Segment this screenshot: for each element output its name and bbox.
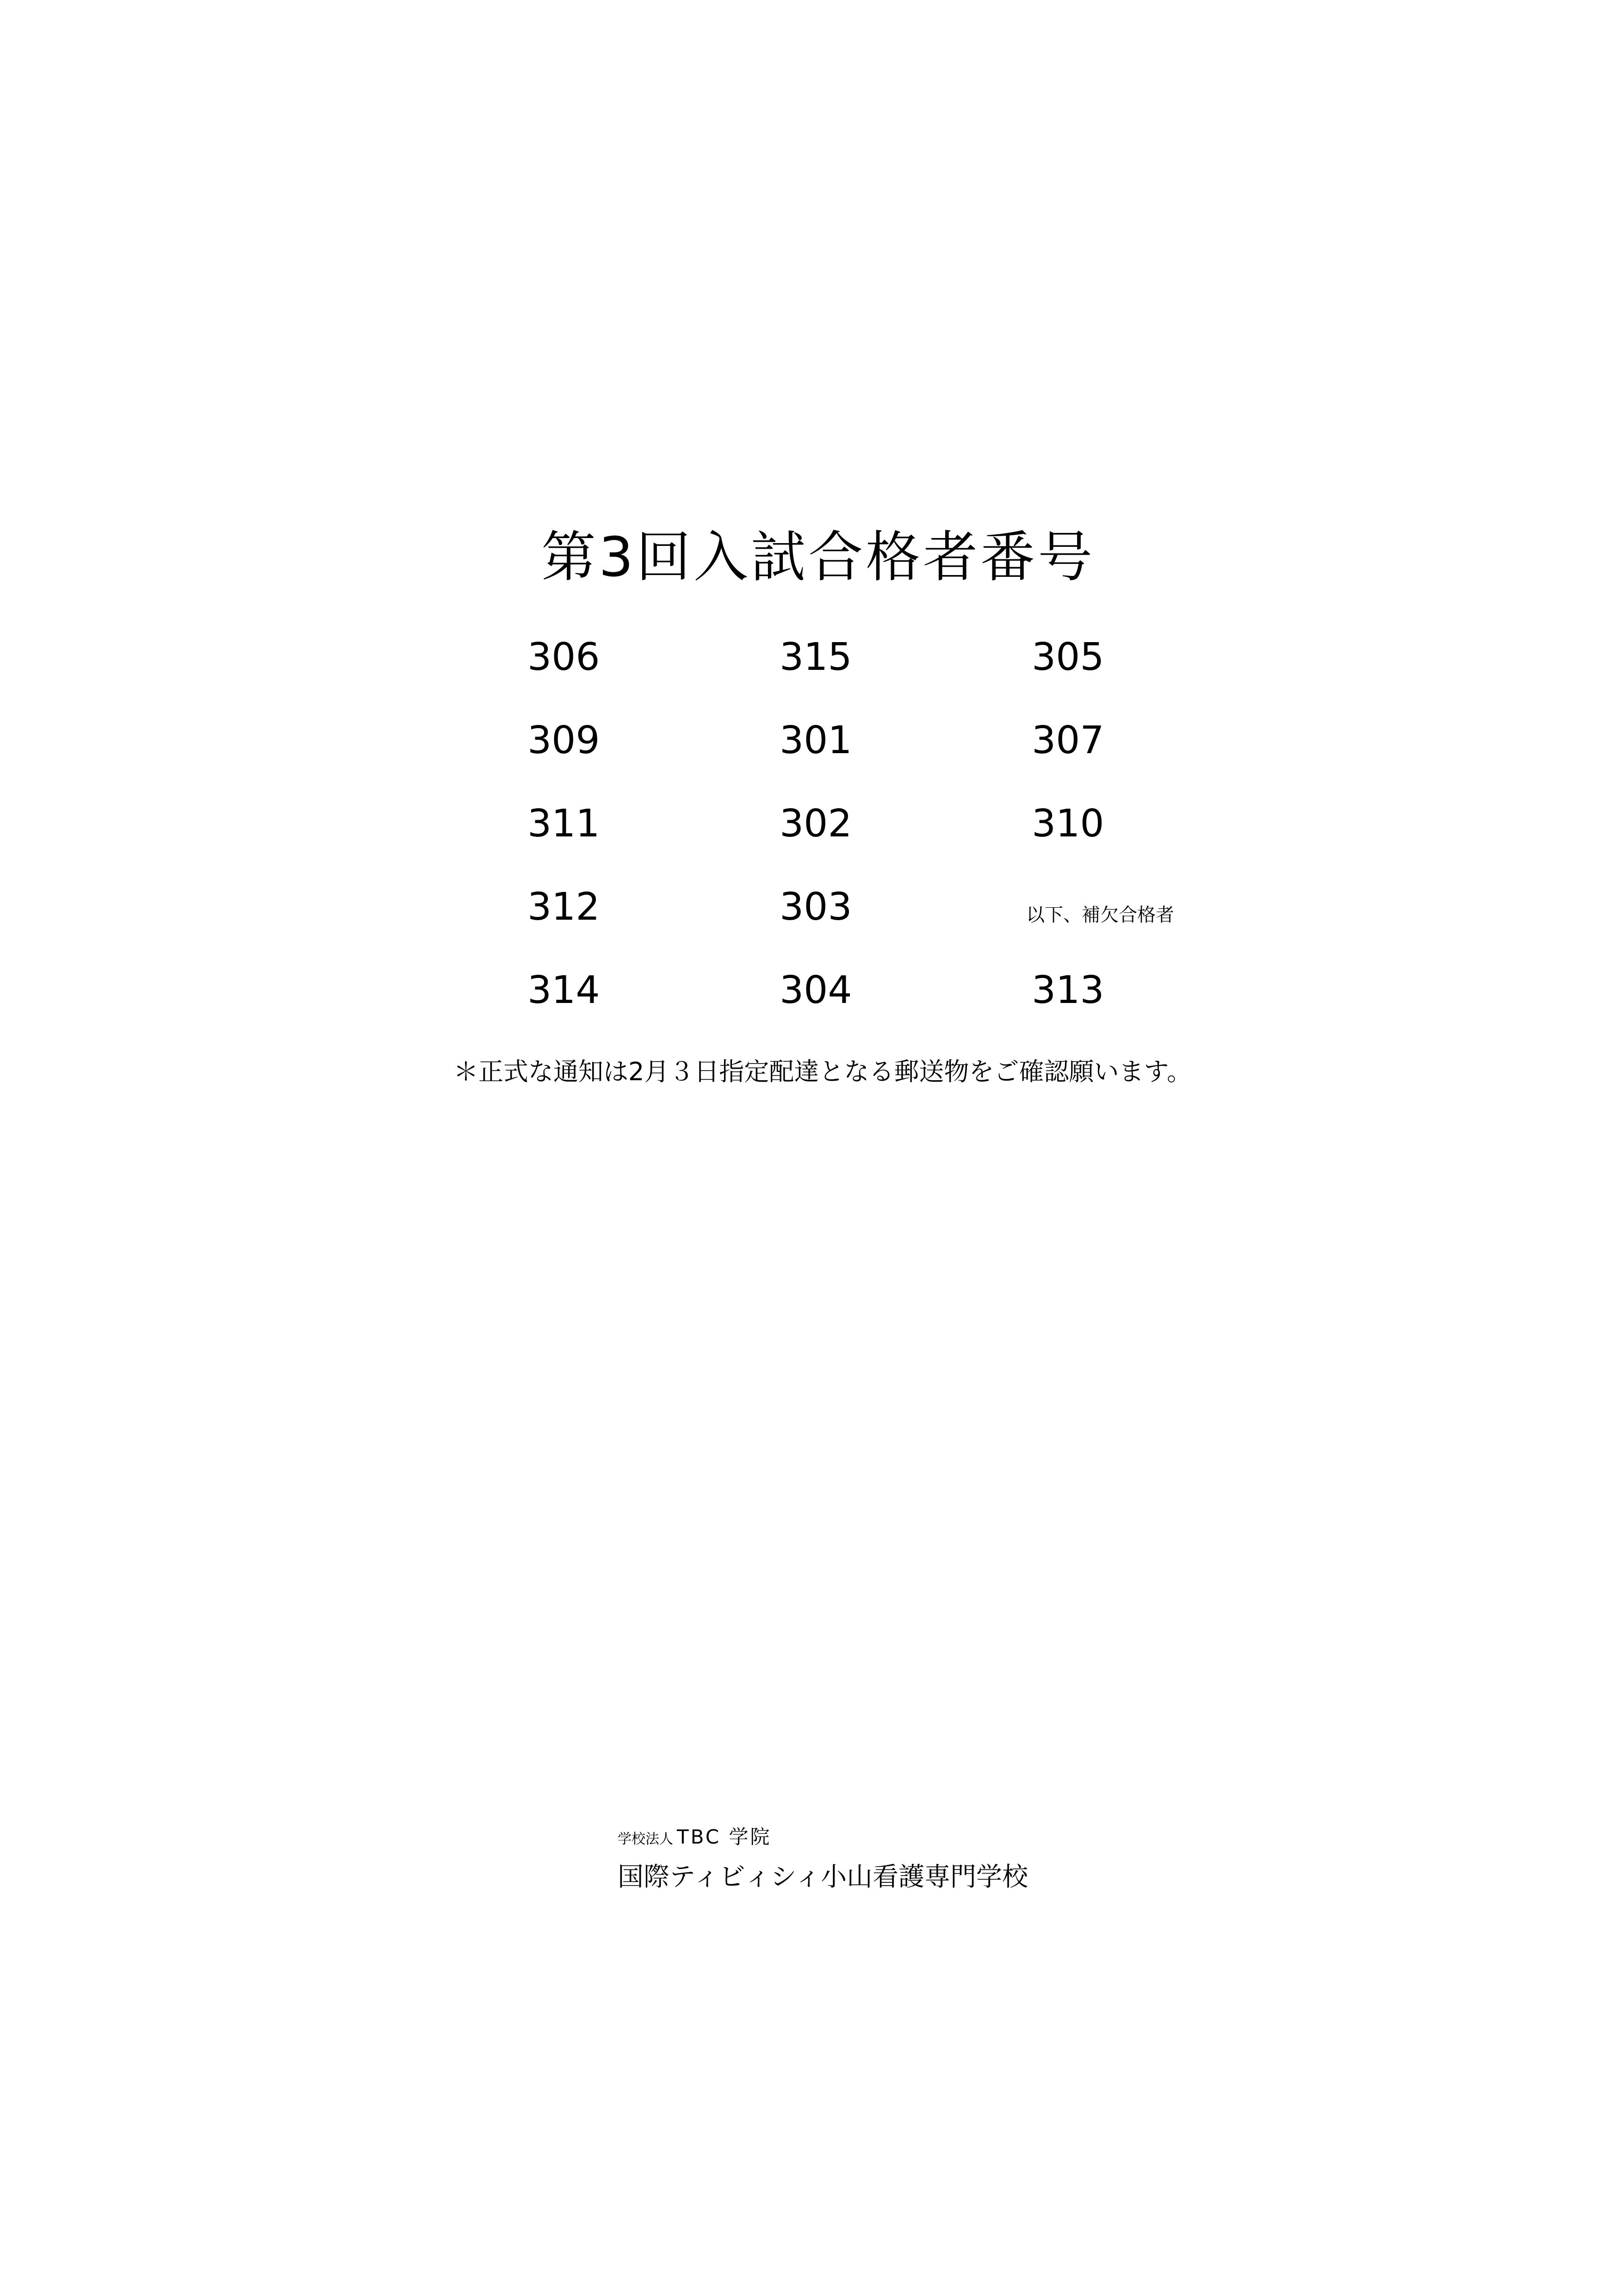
applicant-number: 304 (780, 968, 852, 1012)
applicant-number: 307 (1032, 718, 1104, 762)
supplementary-label: 以下、補欠合格者 (1026, 904, 1174, 926)
corporation-prefix: 学校法人 (618, 1831, 673, 1847)
applicant-number: 314 (527, 968, 600, 1012)
school-name: 国際ティビィシィ小山看護専門学校 (618, 1862, 1028, 1892)
applicant-number: 312 (527, 885, 600, 929)
page-title: 第3回入試合格者番号 (541, 525, 1096, 589)
applicant-number: 306 (527, 635, 600, 679)
applicant-number: 313 (1032, 968, 1104, 1012)
applicant-number: 302 (780, 802, 852, 846)
applicant-number: 303 (780, 885, 852, 929)
applicant-number: 309 (527, 718, 600, 762)
applicant-number: 301 (780, 718, 852, 762)
corporation-name: TBC 学院 (677, 1826, 772, 1848)
applicant-number: 311 (527, 802, 600, 846)
applicant-number: 310 (1032, 802, 1104, 846)
applicant-number: 315 (780, 635, 852, 679)
corporation-line (618, 1827, 771, 1847)
applicant-number: 305 (1032, 635, 1104, 679)
notice-text: ＊正式な通知は2月３日指定配達となる郵送物をご確認願います。 (453, 1057, 1192, 1086)
